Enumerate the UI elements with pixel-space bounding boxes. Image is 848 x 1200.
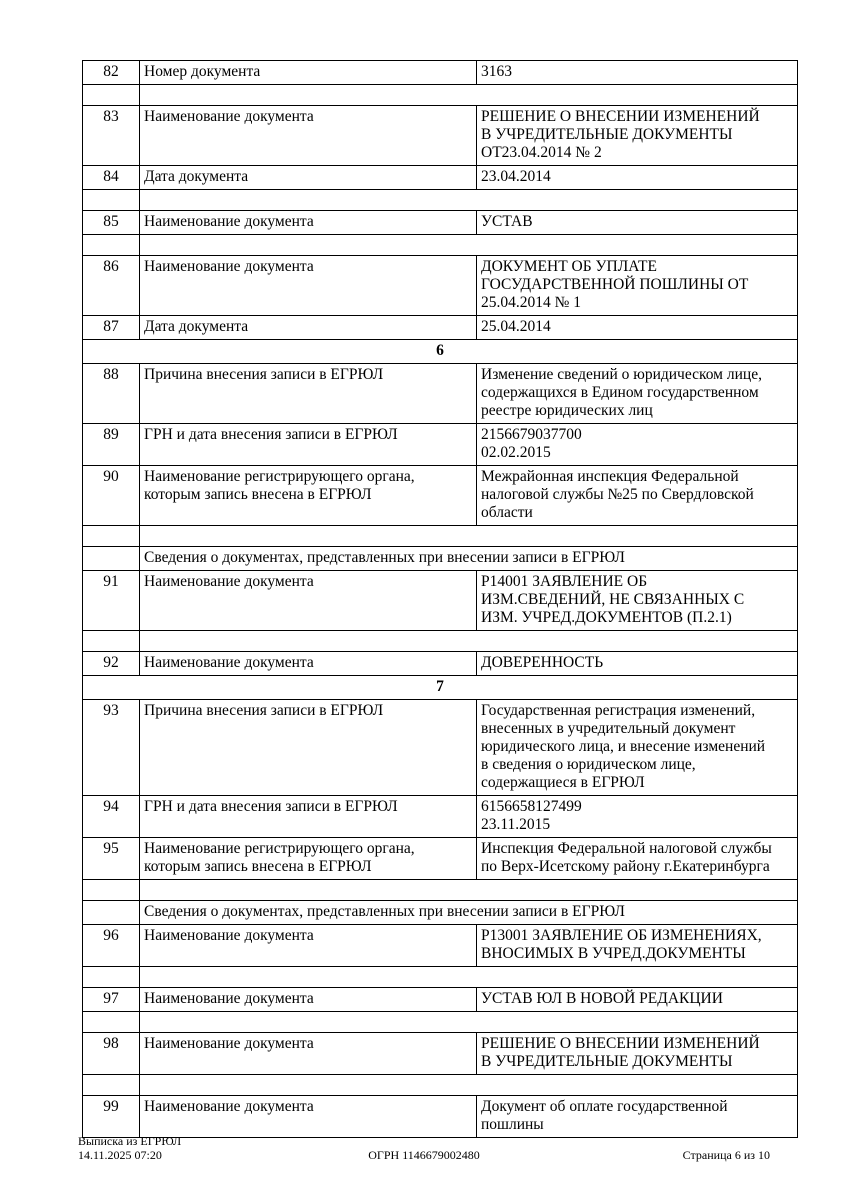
table-row [83, 424, 798, 466]
row-number: 94 [83, 796, 140, 838]
table-row [83, 700, 798, 796]
table-row [83, 925, 798, 967]
row-number: 92 [83, 652, 140, 676]
row-label: Наименование документа [140, 1033, 477, 1075]
row-value: Изменение сведений о юридическом лице, содержащихся в Едином государственном реестре юридических лиц [477, 364, 798, 424]
table-row [83, 838, 798, 880]
row-value: УСТАВ ЮЛ В НОВОЙ РЕДАКЦИИ [477, 988, 798, 1012]
row-value: 2156679037700 02.02.2015 [477, 424, 798, 466]
section-number: 7 [83, 676, 798, 700]
row-label: Причина внесения записи в ЕГРЮЛ [140, 364, 477, 424]
spacer-cell [140, 235, 798, 256]
footer-doc-title: Выписка из ЕГРЮЛ [78, 1134, 182, 1148]
row-value: ДОКУМЕНТ ОБ УПЛАТЕ ГОСУДАРСТВЕННОЙ ПОШЛИНЫ ОТ 25.04.2014 № 1 [477, 256, 798, 316]
spacer-number-cell [83, 967, 140, 988]
row-label: Номер документа [140, 61, 477, 85]
spacer-row [83, 1012, 798, 1033]
spacer-row [83, 526, 798, 547]
row-value: Р13001 ЗАЯВЛЕНИЕ ОБ ИЗМЕНЕНИЯХ, ВНОСИМЫХ В УЧРЕД.ДОКУМЕНТЫ [477, 925, 798, 967]
spacer-number-cell [83, 1075, 140, 1096]
row-label: ГРН и дата внесения записи в ЕГРЮЛ [140, 796, 477, 838]
table-row [83, 796, 798, 838]
row-number: 83 [83, 106, 140, 166]
row-number: 87 [83, 316, 140, 340]
subheader-number-cell [83, 547, 140, 571]
row-number: 90 [83, 466, 140, 526]
spacer-cell [140, 1075, 798, 1096]
spacer-row [83, 85, 798, 106]
table-row [83, 571, 798, 631]
page-footer [78, 1132, 770, 1162]
row-label: ГРН и дата внесения записи в ЕГРЮЛ [140, 424, 477, 466]
spacer-row [83, 967, 798, 988]
row-number: 88 [83, 364, 140, 424]
spacer-cell [140, 967, 798, 988]
row-label: Наименование документа [140, 652, 477, 676]
row-value: 23.04.2014 [477, 166, 798, 190]
row-number: 95 [83, 838, 140, 880]
table-row [83, 364, 798, 424]
spacer-number-cell [83, 235, 140, 256]
table-row [83, 256, 798, 316]
row-label: Наименование документа [140, 106, 477, 166]
row-value: Р14001 ЗАЯВЛЕНИЕ ОБ ИЗМ.СВЕДЕНИЙ, НЕ СВЯЗАННЫХ С ИЗМ. УЧРЕД.ДОКУМЕНТОВ (П.2.1) [477, 571, 798, 631]
spacer-row [83, 235, 798, 256]
footer-datetime: 14.11.2025 07:20 [78, 1147, 162, 1162]
row-number: 98 [83, 1033, 140, 1075]
subheader-label: Сведения о документах, представленных при внесении записи в ЕГРЮЛ [140, 901, 798, 925]
row-label: Наименование документа [140, 256, 477, 316]
spacer-number-cell [83, 85, 140, 106]
row-label: Наименование регистрирующего органа, которым запись внесена в ЕГРЮЛ [140, 838, 477, 880]
spacer-cell [140, 631, 798, 652]
row-number: 99 [83, 1096, 140, 1138]
spacer-cell [140, 190, 798, 211]
subheader-label: Сведения о документах, представленных при внесении записи в ЕГРЮЛ [140, 547, 798, 571]
row-label: Наименование документа [140, 1096, 477, 1138]
spacer-row [83, 1075, 798, 1096]
spacer-cell [140, 1012, 798, 1033]
row-value: Межрайонная инспекция Федеральной налоговой службы №25 по Свердловской области [477, 466, 798, 526]
table-row [83, 652, 798, 676]
row-number: 84 [83, 166, 140, 190]
table-row [83, 106, 798, 166]
row-label: Дата документа [140, 316, 477, 340]
table-row [83, 61, 798, 85]
row-number: 86 [83, 256, 140, 316]
row-label: Дата документа [140, 166, 477, 190]
table-row [83, 988, 798, 1012]
row-number: 96 [83, 925, 140, 967]
section-number-row [83, 676, 798, 700]
spacer-row [83, 190, 798, 211]
footer-page-number: Страница 6 из 10 [682, 1147, 770, 1162]
spacer-cell [140, 880, 798, 901]
row-number: 91 [83, 571, 140, 631]
spacer-cell [140, 526, 798, 547]
row-value: РЕШЕНИЕ О ВНЕСЕНИИ ИЗМЕНЕНИЙ В УЧРЕДИТЕЛЬНЫЕ ДОКУМЕНТЫ [477, 1033, 798, 1075]
section-number-row [83, 340, 798, 364]
row-value: Инспекция Федеральной налоговой службы по Верх-Исетскому району г.Екатеринбурга [477, 838, 798, 880]
spacer-number-cell [83, 1012, 140, 1033]
section-number: 6 [83, 340, 798, 364]
row-value: ДОВЕРЕННОСТЬ [477, 652, 798, 676]
row-value: 3163 [477, 61, 798, 85]
table-row [83, 466, 798, 526]
row-value: 25.04.2014 [477, 316, 798, 340]
footer-ogrn: ОГРН 1146679002480 [368, 1147, 480, 1162]
table-row [83, 316, 798, 340]
table-row [83, 166, 798, 190]
spacer-cell [140, 85, 798, 106]
row-value: УСТАВ [477, 211, 798, 235]
row-value: Государственная регистрация изменений, внесенных в учредительный документ юридического лица, и внесение изменений в сведения о юридическом лице, содержащиеся в ЕГРЮЛ [477, 700, 798, 796]
row-value: 6156658127499 23.11.2015 [477, 796, 798, 838]
row-label: Наименование документа [140, 925, 477, 967]
row-number: 97 [83, 988, 140, 1012]
row-label: Причина внесения записи в ЕГРЮЛ [140, 700, 477, 796]
row-number: 93 [83, 700, 140, 796]
subheader-row [83, 547, 798, 571]
row-number: 85 [83, 211, 140, 235]
row-number: 89 [83, 424, 140, 466]
spacer-number-cell [83, 526, 140, 547]
row-label: Наименование документа [140, 988, 477, 1012]
row-value: РЕШЕНИЕ О ВНЕСЕНИИ ИЗМЕНЕНИЙ В УЧРЕДИТЕЛЬНЫЕ ДОКУМЕНТЫ ОТ23.04.2014 № 2 [477, 106, 798, 166]
spacer-number-cell [83, 880, 140, 901]
row-value: Документ об оплате государственной пошлины [477, 1096, 798, 1138]
subheader-row [83, 901, 798, 925]
row-label: Наименование документа [140, 571, 477, 631]
spacer-number-cell [83, 190, 140, 211]
egrul-records-table [82, 60, 798, 1138]
spacer-number-cell [83, 631, 140, 652]
row-label: Наименование документа [140, 211, 477, 235]
row-number: 82 [83, 61, 140, 85]
spacer-row [83, 880, 798, 901]
table-row [83, 211, 798, 235]
table-row [83, 1033, 798, 1075]
subheader-number-cell [83, 901, 140, 925]
spacer-row [83, 631, 798, 652]
row-label: Наименование регистрирующего органа, которым запись внесена в ЕГРЮЛ [140, 466, 477, 526]
